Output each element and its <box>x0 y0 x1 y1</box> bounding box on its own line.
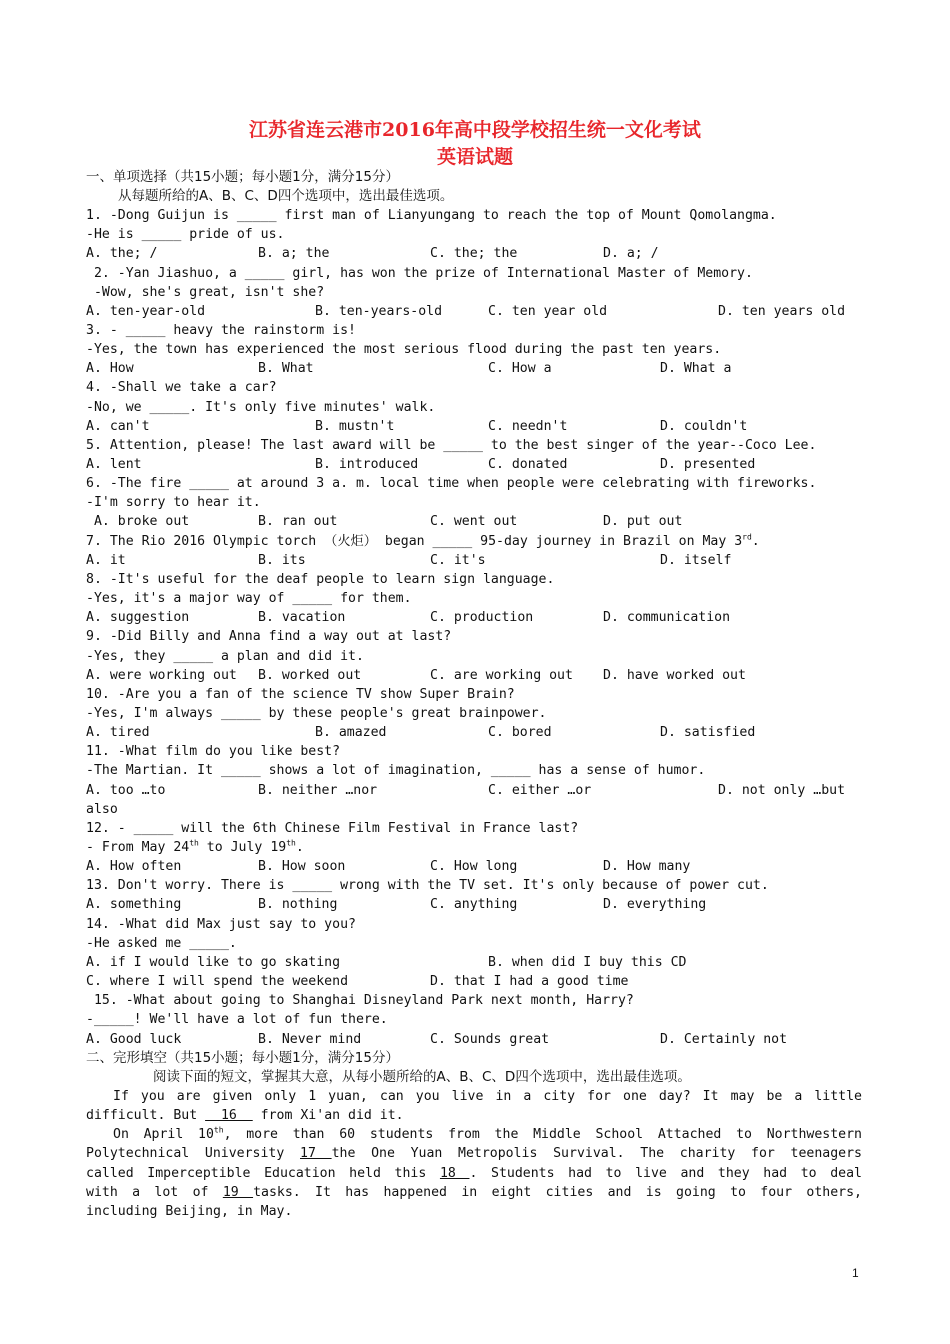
q12-reply-mid: to July 19 <box>198 840 287 855</box>
q12-option-c: C. How long <box>430 859 518 874</box>
q14-options-row2 <box>86 972 866 991</box>
passage-p2-line5: including Beijing, in May. <box>86 1204 293 1219</box>
passage-p2-line2-text: Polytechnical University <box>86 1146 300 1161</box>
page-number: 1 <box>852 1266 859 1280</box>
q8-option-b: B. vacation <box>258 610 346 625</box>
q12-reply-sup1: th <box>189 838 199 848</box>
exam-subtitle: 英语试题 <box>436 146 513 168</box>
q2-option-d: D. ten years old <box>718 304 846 319</box>
q1-option-a: A. the; / <box>86 246 158 261</box>
q8-reply: -Yes, it's a major way of _____ for them. <box>86 591 412 606</box>
passage-p1-line2 <box>86 1106 866 1125</box>
section1-instruction: 从每题所给的A、B、C、D四个选项中，选出最佳选项。 <box>118 188 454 204</box>
q12-option-d: D. How many <box>603 859 691 874</box>
q10-options <box>86 723 866 742</box>
q1-reply: -He is _____ pride of us. <box>86 227 285 242</box>
q10-reply: -Yes, I'm always _____ by these people's great brainpower. <box>86 706 547 721</box>
q12-stem: 12. - _____ will the 6th Chinese Film Festival in France last? <box>86 821 579 836</box>
section2-instruction: 阅读下面的短文，掌握其大意，从每小题所给的A、B、C、D四个选项中，选出最佳选项。 <box>153 1069 691 1085</box>
q2-stem: 2. -Yan Jiashuo, a _____ girl, has won the prize of International Master of Memory. <box>86 266 753 281</box>
passage-p2-line2-end: the One Yuan Metropolis Survival. The charity for teenagers <box>331 1146 862 1161</box>
q3-option-c: C. How a <box>488 361 552 376</box>
passage-p2-line3-text: called Imperceptible Education held this <box>86 1166 440 1181</box>
q2-reply: -Wow, she's great, isn't she? <box>86 285 325 300</box>
q3-stem: 3. - _____ heavy the rainstorm is! <box>86 323 356 338</box>
q5-options <box>86 455 866 474</box>
passage-p2-line3-end: . Students had to live and they had to deal <box>469 1166 862 1181</box>
q2-option-b: B. ten-years-old <box>315 304 443 319</box>
q6-option-a: A. broke out <box>86 514 190 529</box>
q11-option-b: B. neither …nor <box>258 783 378 798</box>
q7-stem-sup: rd <box>742 532 752 542</box>
q14-option-a: A. if I would like to go skating <box>86 955 341 970</box>
passage-p2-line3 <box>86 1164 862 1183</box>
q5-option-a: A. lent <box>86 457 142 472</box>
q14-option-b: B. when did I buy this CD <box>488 955 687 970</box>
passage-p1-line2-end: from Xi'an did it. <box>252 1108 404 1123</box>
q8-option-d: D. communication <box>603 610 731 625</box>
passage-p2-line4-end: tasks. It has happened in eight cities and is going to four others, <box>253 1185 862 1200</box>
passage-p1-line1: If you are given only 1 yuan, can you live in a city for one day? It may be a little <box>113 1089 862 1104</box>
q7-options <box>86 551 866 570</box>
passage-p2-line1-sup: th <box>213 1125 224 1135</box>
q5-stem: 5. Attention, please! The last award will be _____ to the best singer of the year--Coco Lee. <box>86 438 817 453</box>
q6-option-b: B. ran out <box>258 514 338 529</box>
q7-option-d: D. itself <box>660 553 732 568</box>
q9-option-b: B. worked out <box>258 668 362 683</box>
q8-option-c: C. production <box>430 610 534 625</box>
q4-option-b: B. mustn't <box>315 419 395 434</box>
blank-19: 19 <box>222 1185 254 1200</box>
q5-option-b: B. introduced <box>315 457 419 472</box>
q11-reply: -The Martian. It _____ shows a lot of imagination, _____ has a sense of humor. <box>86 763 706 778</box>
q4-options <box>86 417 866 436</box>
q8-options <box>86 608 866 627</box>
q9-options <box>86 666 866 685</box>
q11-stem: 11. -What film do you like best? <box>86 744 341 759</box>
q5-option-d: D. presented <box>660 457 756 472</box>
q14-stem: 14. -What did Max just say to you? <box>86 917 356 932</box>
q10-option-a: A. tired <box>86 725 150 740</box>
q14-option-c: C. where I will spend the weekend <box>86 974 349 989</box>
q6-option-d: D. put out <box>603 514 683 529</box>
q12-options <box>86 857 866 876</box>
q7-stem-end: . <box>751 534 760 549</box>
q4-option-d: D. couldn't <box>660 419 748 434</box>
q3-option-b: B. What <box>258 361 314 376</box>
q3-option-a: A. How <box>86 361 134 376</box>
q7-option-b: B. its <box>258 553 306 568</box>
q12-option-a: A. How often <box>86 859 182 874</box>
q4-stem: 4. -Shall we take a car? <box>86 380 277 395</box>
q10-stem: 10. -Are you a fan of the science TV show Super Brain? <box>86 687 515 702</box>
passage-p2-line1-text: On April 10 <box>113 1127 214 1142</box>
q3-reply: -Yes, the town has experienced the most serious flood during the past ten years. <box>86 342 722 357</box>
q9-option-a: A. were working out <box>86 668 237 683</box>
q8-stem: 8. -It's useful for the deaf people to learn sign language. <box>86 572 555 587</box>
q6-reply: -I'm sorry to hear it. <box>86 495 261 510</box>
q12-option-b: B. How soon <box>258 859 346 874</box>
q1-option-b: B. a; the <box>258 246 330 261</box>
q4-option-a: A. can't <box>86 419 150 434</box>
q3-options <box>86 359 866 378</box>
q15-option-a: A. Good luck <box>86 1032 182 1047</box>
q4-reply: -No, we _____. It's only five minutes' walk. <box>86 400 436 415</box>
q2-option-a: A. ten-year-old <box>86 304 206 319</box>
q14-option-d: D. that I had a good time <box>430 974 629 989</box>
q12-reply-text: - From May 24 <box>86 840 190 855</box>
q2-options <box>86 302 866 321</box>
q5-option-c: C. donated <box>488 457 568 472</box>
q8-option-a: A. suggestion <box>86 610 190 625</box>
q15-reply: -_____! We'll have a lot of fun there. <box>86 1012 388 1027</box>
q9-reply: -Yes, they _____ a plan and did it. <box>86 649 364 664</box>
passage-p2-line4 <box>86 1183 862 1202</box>
q6-stem: 6. -The fire _____ at around 3 a. m. local time when people were celebrating with fireworks. <box>86 476 817 491</box>
q3-option-d: D. What a <box>660 361 732 376</box>
q13-options <box>86 895 866 914</box>
q14-reply: -He asked me _____. <box>86 936 237 951</box>
q7-stem <box>86 532 866 551</box>
passage-p1-line2-text: difficult. But <box>86 1108 206 1123</box>
section1-heading: 一、单项选择（共15小题；每小题1分，满分15分） <box>86 169 399 185</box>
section2-heading: 二、完形填空（共15小题；每小题1分，满分15分） <box>86 1050 399 1066</box>
q11-option-c: C. either …or <box>488 783 592 798</box>
q4-option-c: C. needn't <box>488 419 568 434</box>
q10-option-c: C. bored <box>488 725 552 740</box>
q11-option-d: D. not only …but <box>718 783 846 798</box>
q15-options <box>86 1030 866 1049</box>
q9-stem: 9. -Did Billy and Anna find a way out at last? <box>86 629 452 644</box>
blank-16: 16 <box>205 1108 253 1123</box>
passage-p2-line1 <box>113 1125 862 1144</box>
q10-option-b: B. amazed <box>315 725 387 740</box>
blank-17: 17 <box>300 1146 332 1161</box>
q15-option-c: C. Sounds great <box>430 1032 550 1047</box>
q14-options-row1 <box>86 953 866 972</box>
passage-p2-line1-end: , more than 60 students from the Middle School Attached to Northwestern <box>223 1127 862 1142</box>
q15-stem: 15. -What about going to Shanghai Disneyland Park next month, Harry? <box>86 993 634 1008</box>
q2-option-c: C. ten year old <box>488 304 608 319</box>
q9-option-d: D. have worked out <box>603 668 746 683</box>
q10-option-d: D. satisfied <box>660 725 756 740</box>
q15-option-d: D. Certainly not <box>660 1032 788 1047</box>
q6-options <box>86 512 866 531</box>
passage-p2-line2 <box>86 1144 862 1163</box>
passage-p2-line4-text: with a lot of <box>86 1185 223 1200</box>
q13-option-b: B. nothing <box>258 897 338 912</box>
q11-option-a: A. too …to <box>86 783 166 798</box>
q13-stem: 13. Don't worry. There is _____ wrong with the TV set. It's only because of power cut. <box>86 878 769 893</box>
q6-option-c: C. went out <box>430 514 518 529</box>
q1-option-c: C. the; the <box>430 246 518 261</box>
q9-option-c: C. are working out <box>430 668 573 683</box>
q12-reply <box>86 838 866 857</box>
q1-stem: 1. -Dong Guijun is _____ first man of Lianyungang to reach the top of Mount Qomolangma. <box>86 208 777 223</box>
q12-reply-end: . <box>295 840 304 855</box>
q13-option-a: A. something <box>86 897 182 912</box>
q1-option-d: D. a; / <box>603 246 659 261</box>
q13-option-d: D. everything <box>603 897 707 912</box>
q15-option-b: B. Never mind <box>258 1032 362 1047</box>
q7-option-c: C. it's <box>430 553 486 568</box>
q1-options <box>86 244 866 263</box>
blank-18: 18 <box>439 1166 470 1181</box>
q7-option-a: A. it <box>86 553 126 568</box>
q7-stem-text: 7. The Rio 2016 Olympic torch （火炬） began _____ 95-day journey in Brazil on May 3 <box>86 534 743 549</box>
exam-title: 江苏省连云港市2016年高中段学校招生统一文化考试 <box>249 119 701 141</box>
q13-option-c: C. anything <box>430 897 518 912</box>
q12-reply-sup2: th <box>286 838 296 848</box>
q11-options <box>86 781 866 800</box>
q11-option-d-wrap: also <box>86 802 118 817</box>
